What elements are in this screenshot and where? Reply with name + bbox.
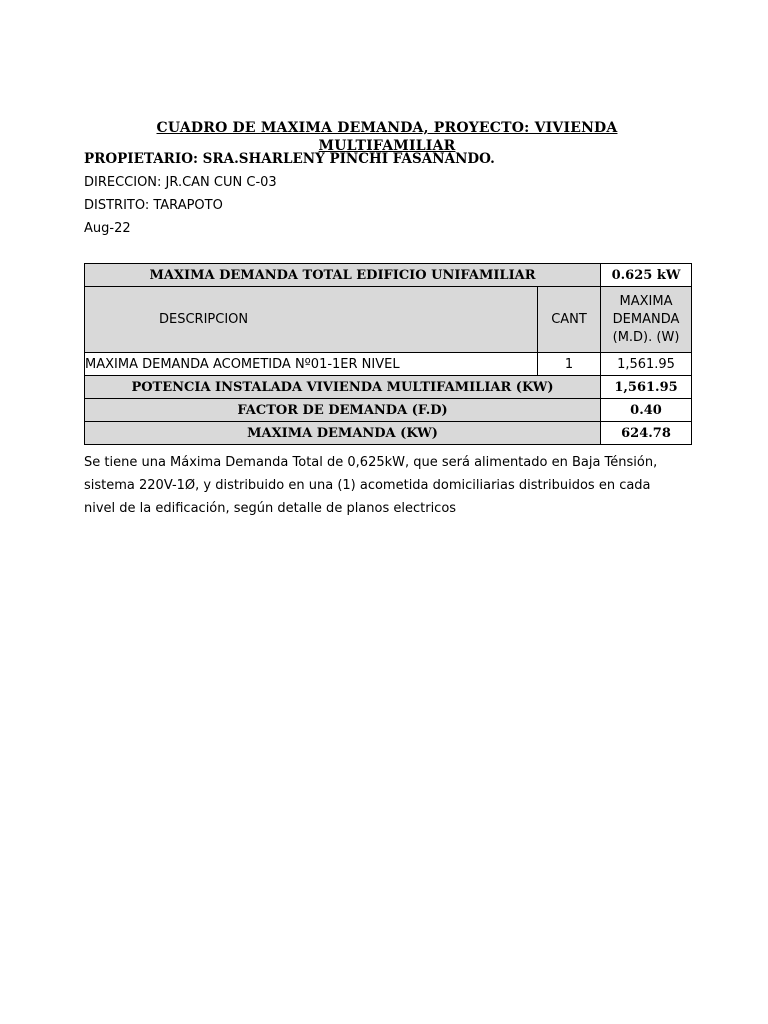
max-demand-label: MAXIMA DEMANDA (KW): [85, 422, 601, 445]
installed-power-row: [85, 376, 692, 399]
column-header-max-demand-line-3: (M.D). (W): [612, 329, 680, 345]
table-header-row: [85, 287, 692, 353]
demand-factor-row: [85, 399, 692, 422]
max-demand-table: [84, 263, 692, 445]
total-demand-label: MAXIMA DEMANDA TOTAL EDIFICIO UNIFAMILIAR: [85, 264, 601, 287]
column-header-max-demand-line-1: MAXIMA: [619, 293, 673, 309]
total-demand-value: 0.625 kW: [601, 264, 692, 287]
max-demand-value: 624.78: [601, 422, 692, 445]
description-line-3: nivel de la edificación, según detalle de planos electricos: [84, 501, 457, 516]
installed-power-label: POTENCIA INSTALADA VIVIENDA MULTIFAMILIAR (KW): [85, 376, 601, 399]
owner-line: PROPIETARIO: SRA.SHARLENY PINCHI FASANANDO.: [84, 151, 495, 167]
table-total-row: [85, 264, 692, 287]
table-row: [85, 353, 692, 376]
description-line-2: sistema 220V-1Ø, y distribuido en una (1) acometida domiciliarias distribuidos en cada: [84, 478, 651, 493]
description-paragraph: [84, 451, 694, 520]
address-line: DIRECCION: JR.CAN CUN C-03: [84, 175, 277, 190]
district-line: DISTRITO: TARAPOTO: [84, 198, 223, 213]
column-header-max-demand: [601, 287, 692, 353]
title-line-2: MULTIFAMILIAR: [318, 138, 456, 154]
date-line: Aug-22: [84, 221, 131, 236]
max-demand-row: [85, 422, 692, 445]
column-header-quantity: CANT: [538, 287, 601, 353]
column-header-description: DESCRIPCION: [85, 287, 538, 353]
installed-power-value: 1,561.95: [601, 376, 692, 399]
document-title: [84, 119, 690, 155]
row-description: MAXIMA DEMANDA ACOMETIDA Nº01-1ER NIVEL: [85, 353, 538, 376]
row-quantity: 1: [538, 353, 601, 376]
demand-factor-value: 0.40: [601, 399, 692, 422]
title-line-1: CUADRO DE MAXIMA DEMANDA, PROYECTO: VIVIENDA: [156, 120, 618, 136]
row-value: 1,561.95: [601, 353, 692, 376]
demand-factor-label: FACTOR DE DEMANDA (F.D): [85, 399, 601, 422]
column-header-max-demand-line-2: DEMANDA: [612, 311, 680, 327]
description-line-1: Se tiene una Máxima Demanda Total de 0,625kW, que será alimentado en Baja Ténsión,: [84, 455, 658, 470]
